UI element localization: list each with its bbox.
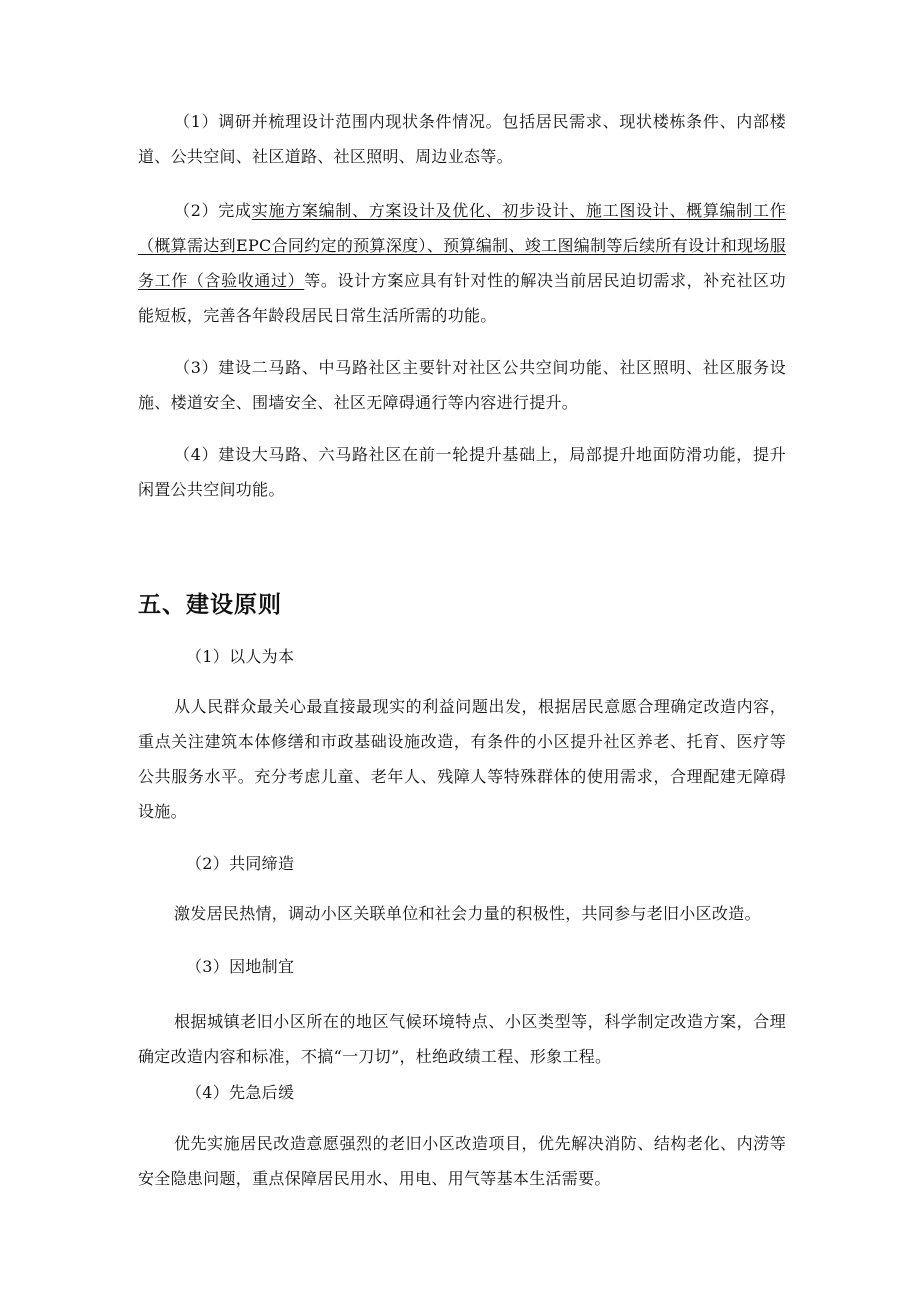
scope-item-2-prefix: （2）完成	[174, 201, 252, 220]
scope-item-4: （4）建设大马路、六马路社区在前一轮提升基础上，局部提升地面防滑功能，提升闲置公共空间功能。	[138, 445, 786, 499]
principle-3-label: （3）因地制宜	[186, 957, 295, 976]
principle-3-body: 根据城镇老旧小区所在的地区气候环境特点、小区类型等，科学制定改造方案，合理确定改造内容和标准，不搞“一刀切”，杜绝政绩工程、形象工程。	[138, 1012, 786, 1066]
principle-2-body: 激发居民热情，调动小区关联单位和社会力量的积极性，共同参与老旧小区改造。	[174, 904, 761, 923]
principle-1-body: 从人民群众最关心最直接最现实的利益问题出发，根据居民意愿合理确定改造内容，重点关注建筑本体修缮和市政基础设施改造，有条件的小区提升社区养老、托育、医疗等公共服务水平。充分考虑儿童、老年人、残障人等特殊群体的使用需求，合理配建无障碍设施。	[138, 697, 786, 821]
principle-1-label: （1）以人为本	[186, 647, 295, 666]
principle-4-label: （4）先急后缓	[186, 1083, 295, 1102]
principle-2-label: （2）共同缔造	[186, 854, 295, 873]
scope-item-1: （1）调研并梳理设计范围内现状条件情况。包括居民需求、现状楼栋条件、内部楼道、公共空间、社区道路、社区照明、周边业态等。	[138, 112, 786, 166]
scope-item-2-suffix: 等。设计方案应具有针对性的解决当前居民迫切需求，补充社区功能短板，完善各年龄段居民日常生活所需的功能。	[138, 271, 786, 325]
scope-item-3: （3）建设二马路、中马路社区主要针对社区公共空间功能、社区照明、社区服务设施、楼道安全、围墙安全、社区无障碍通行等内容进行提升。	[138, 358, 786, 412]
scope-item-2	[138, 193, 786, 333]
scope-item-2-underlined: 实施方案编制、方案设计及优化、初步设计、施工图设计、概算编制工作（概算需达到EPC合同约定的预算深度）、预算编制、竣工图编制等后续所有设计和现场服务工作（含验收通过）	[138, 201, 786, 290]
section-heading: 五、建设原则	[138, 592, 282, 618]
principle-4-body: 优先实施居民改造意愿强烈的老旧小区改造项目，优先解决消防、结构老化、内涝等安全隐患问题，重点保障居民用水、用电、用气等基本生活需要。	[138, 1134, 786, 1188]
